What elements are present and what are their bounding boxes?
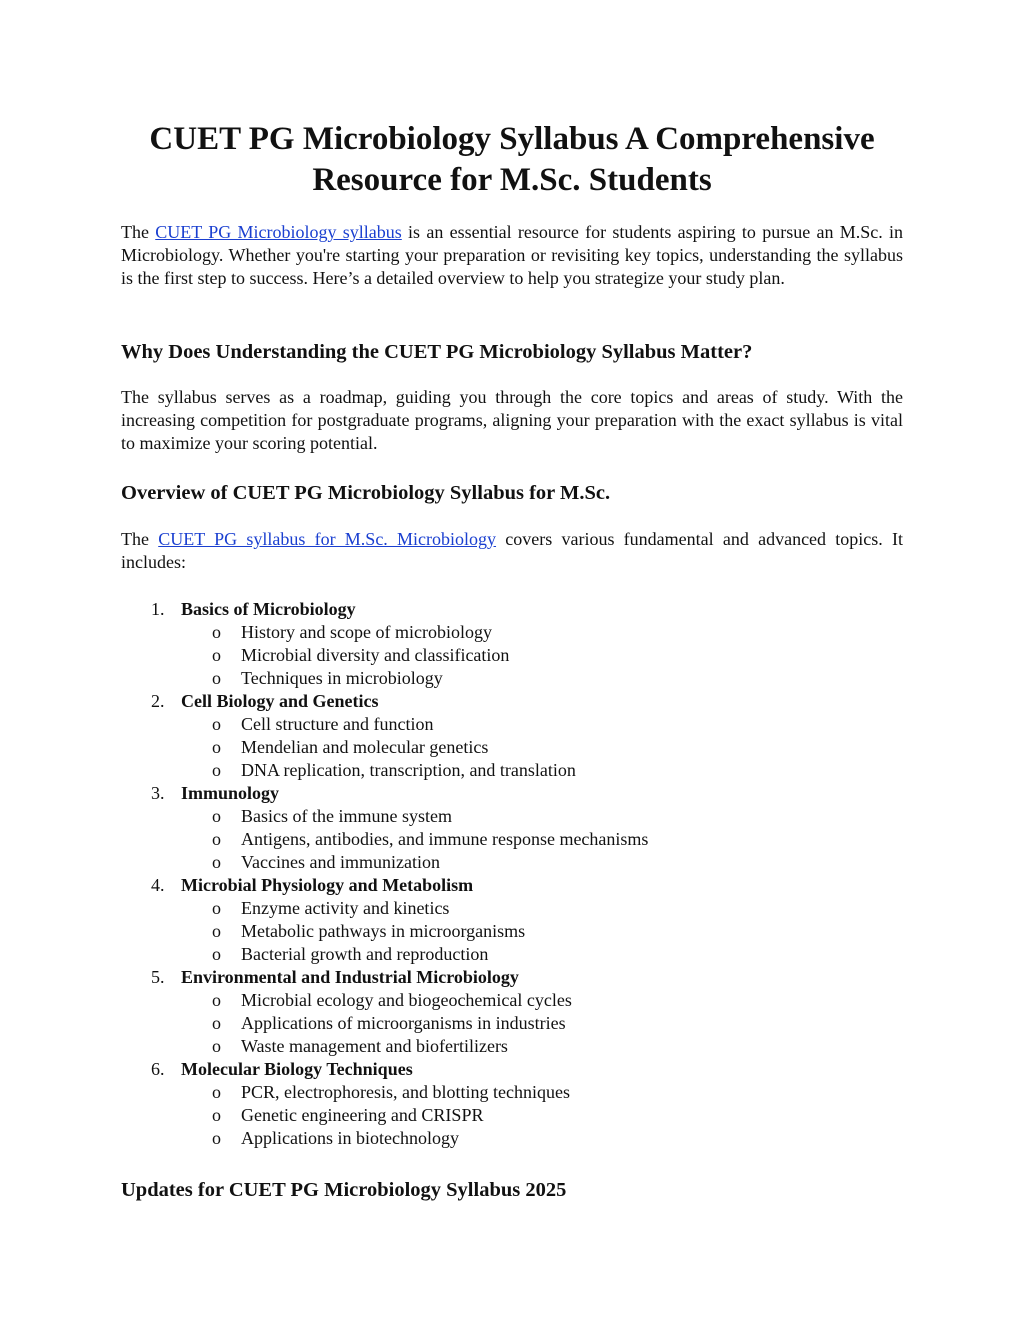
bullet-icon: o [212, 737, 221, 757]
sub-list-item [121, 736, 903, 759]
sub-list-item [121, 1035, 903, 1058]
sub-item-text: Mendelian and molecular genetics [241, 737, 489, 757]
bullet-icon: o [212, 944, 221, 964]
topic-title: Environmental and Industrial Microbiology [181, 967, 519, 987]
sub-item-text: Vaccines and immunization [241, 852, 440, 872]
cuet-pg-microbiology-syllabus-link[interactable]: CUET PG Microbiology syllabus [155, 222, 402, 242]
sub-item-text: Enzyme activity and kinetics [241, 898, 450, 918]
list-item [121, 1058, 903, 1081]
sub-item-text: Genetic engineering and CRISPR [241, 1105, 484, 1125]
section-heading-why: Why Does Understanding the CUET PG Microbiology Syllabus Matter? [121, 341, 753, 363]
sub-list-item [121, 920, 903, 943]
sub-item-text: Basics of the immune system [241, 806, 452, 826]
overview-paragraph [121, 528, 903, 574]
sub-list-item [121, 989, 903, 1012]
sub-list-item [121, 713, 903, 736]
sub-item-text: Waste management and biofertilizers [241, 1036, 508, 1056]
sub-list-item [121, 667, 903, 690]
list-number: 6. [151, 1059, 165, 1079]
bullet-icon: o [212, 1105, 221, 1125]
bullet-icon: o [212, 852, 221, 872]
bullet-icon: o [212, 1082, 221, 1102]
bullet-icon: o [212, 668, 221, 688]
sub-list-item [121, 759, 903, 782]
list-number: 3. [151, 783, 165, 803]
list-number: 2. [151, 691, 165, 711]
intro-text-after: is an essential resource for students aspiring to pursue an M.Sc. in Microbiology. Whether you're starting your preparation or revisiting key topics, understanding the syllabus is the first step to success. Here’s a detailed overview to help you strategize your study plan. [121, 222, 904, 288]
overview-text-before: The [121, 529, 159, 549]
sub-item-text: Applications in biotechnology [241, 1128, 459, 1148]
bullet-icon: o [212, 645, 221, 665]
list-number: 5. [151, 967, 165, 987]
bullet-icon: o [212, 622, 221, 642]
list-item [121, 782, 903, 805]
bullet-icon: o [212, 1013, 221, 1033]
sub-list-item [121, 1127, 903, 1150]
sub-list-item [121, 644, 903, 667]
bullet-icon: o [212, 1128, 221, 1148]
topic-list [121, 598, 903, 1150]
bullet-icon: o [212, 1036, 221, 1056]
topic-title: Cell Biology and Genetics [181, 691, 379, 711]
sub-list-item [121, 943, 903, 966]
sub-item-text: Microbial ecology and biogeochemical cycles [241, 990, 572, 1010]
sub-item-text: DNA replication, transcription, and translation [241, 760, 576, 780]
list-item [121, 874, 903, 897]
list-item [121, 598, 903, 621]
sub-item-text: Metabolic pathways in microorganisms [241, 921, 526, 941]
sub-list-item [121, 1012, 903, 1035]
list-number: 4. [151, 875, 165, 895]
sub-list-item [121, 851, 903, 874]
list-item [121, 690, 903, 713]
sub-item-text: Cell structure and function [241, 714, 434, 734]
list-item [121, 966, 903, 989]
sub-list-item [121, 897, 903, 920]
bullet-icon: o [212, 714, 221, 734]
sub-item-text: Microbial diversity and classification [241, 645, 510, 665]
sub-item-text: Applications of microorganisms in industries [241, 1013, 566, 1033]
sub-list-item [121, 828, 903, 851]
cuet-pg-syllabus-msc-link[interactable]: CUET PG syllabus for M.Sc. Microbiology [158, 529, 497, 549]
page-title: CUET PG Microbiology Syllabus A Comprehensive Resource for M.Sc. Students [149, 121, 875, 198]
bullet-icon: o [212, 760, 221, 780]
sub-list-item [121, 1081, 903, 1104]
why-paragraph: The syllabus serves as a roadmap, guiding you through the core topics and areas of study. With the increasing competition for postgraduate programs, aligning your preparation with the exact syllabus is vital to maximize your scoring potential. [121, 387, 903, 453]
topic-title: Basics of Microbiology [181, 599, 356, 619]
section-heading-overview: Overview of CUET PG Microbiology Syllabus for M.Sc. [121, 482, 611, 504]
sub-list-item [121, 1104, 903, 1127]
bullet-icon: o [212, 898, 221, 918]
overview-text-after: covers various fundamental and advanced topics. It includes: [121, 529, 903, 572]
intro-text-before: The [121, 222, 156, 242]
bullet-icon: o [212, 990, 221, 1010]
bullet-icon: o [212, 829, 221, 849]
sub-item-text: Techniques in microbiology [241, 668, 443, 688]
bullet-icon: o [212, 921, 221, 941]
list-number: 1. [151, 599, 165, 619]
sub-list-item [121, 621, 903, 644]
intro-paragraph [121, 221, 903, 290]
bullet-icon: o [212, 806, 221, 826]
topic-title: Molecular Biology Techniques [181, 1059, 413, 1079]
section-heading-updates: Updates for CUET PG Microbiology Syllabus 2025 [121, 1179, 567, 1201]
sub-item-text: PCR, electrophoresis, and blotting techniques [241, 1082, 570, 1102]
sub-item-text: Antigens, antibodies, and immune response mechanisms [241, 829, 649, 849]
sub-item-text: History and scope of microbiology [241, 622, 492, 642]
topic-title: Immunology [181, 783, 280, 803]
topic-title: Microbial Physiology and Metabolism [181, 875, 474, 895]
sub-item-text: Bacterial growth and reproduction [241, 944, 489, 964]
sub-list-item [121, 805, 903, 828]
